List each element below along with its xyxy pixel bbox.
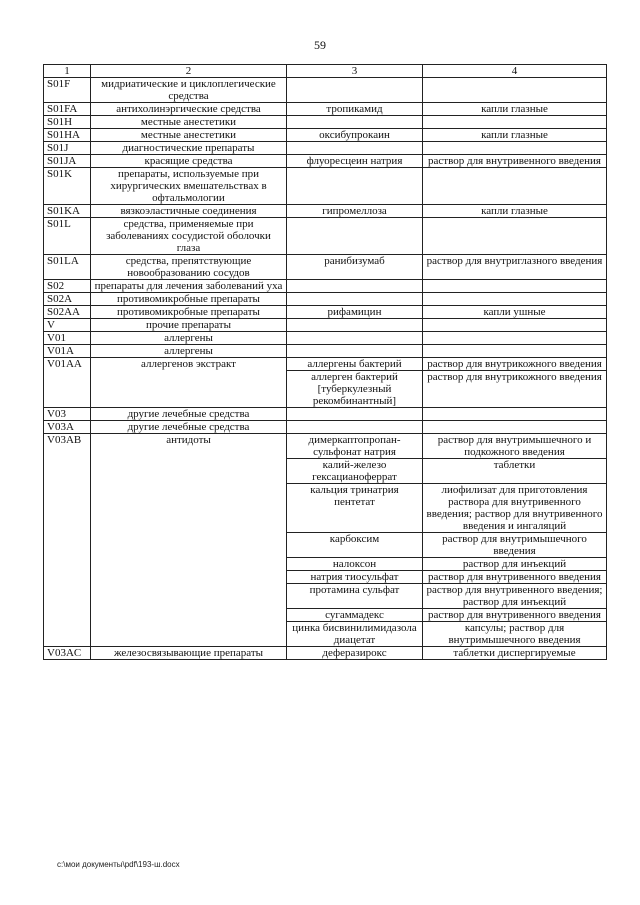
group-name-cell: другие лечебные средства [91,408,287,421]
atc-code-cell: S01K [44,168,91,205]
drug-name-cell: оксибупрокаин [287,129,423,142]
table-row [44,332,607,345]
atc-code-cell: S02 [44,280,91,293]
drug-name-cell: натрия тиосульфат [287,571,423,584]
atc-code-cell: S01J [44,142,91,155]
group-name-cell: аллергены [91,345,287,358]
atc-code-cell: V03 [44,408,91,421]
drug-name-cell [287,142,423,155]
drug-name-cell: гипромеллоза [287,205,423,218]
group-name-cell: диагностические препараты [91,142,287,155]
dosage-form-cell: раствор для внутримышечного введения [423,533,607,558]
atc-code-cell: S01HA [44,129,91,142]
table-row [44,142,607,155]
dosage-form-cell: раствор для внутрикожного введения [423,371,607,408]
table-row [44,155,607,168]
drug-name-cell: димеркаптопропан-сульфонат натрия [287,434,423,459]
group-name-cell: другие лечебные средства [91,421,287,434]
drug-name-cell [287,421,423,434]
drug-name-cell: карбоксим [287,533,423,558]
group-name-cell: антихолинэргические средства [91,103,287,116]
table-row [44,78,607,103]
atc-code-cell: V03AB [44,434,91,647]
drug-name-cell: калий-железо гексацианоферрат [287,459,423,484]
drug-name-cell: флуоресцеин натрия [287,155,423,168]
drug-name-cell: ранибизумаб [287,255,423,280]
atc-code-cell: S02AA [44,306,91,319]
table-row [44,218,607,255]
table-row [44,168,607,205]
dosage-form-cell: капли глазные [423,129,607,142]
atc-code-cell: S01JA [44,155,91,168]
drug-name-cell [287,408,423,421]
atc-code-cell: V01AA [44,358,91,408]
drug-name-cell [287,319,423,332]
drug-name-cell [287,218,423,255]
dosage-form-cell: таблетки [423,459,607,484]
group-name-cell: антидоты [91,434,287,647]
dosage-form-cell [423,345,607,358]
column-header: 1 [44,65,91,78]
table-row [44,434,607,459]
table-row [44,319,607,332]
group-name-cell: прочие препараты [91,319,287,332]
group-name-cell: противомикробные препараты [91,293,287,306]
drug-name-cell [287,280,423,293]
dosage-form-cell: раствор для внутримышечного и подкожного введения [423,434,607,459]
atc-code-cell: V01A [44,345,91,358]
dosage-form-cell: капли ушные [423,306,607,319]
drug-name-cell: сугаммадекс [287,609,423,622]
file-path-footer: c:\мои документы\pdf\193-ш.docx [57,860,180,869]
atc-code-cell: S02A [44,293,91,306]
drug-name-cell: аллерген бактерий [туберкулезный рекомбинантный] [287,371,423,408]
group-name-cell: противомикробные препараты [91,306,287,319]
dosage-form-cell [423,319,607,332]
drug-name-cell: рифамицин [287,306,423,319]
dosage-form-cell: раствор для внутривенного введения [423,571,607,584]
drug-name-cell: цинка бисвинилимидазола диацетат [287,622,423,647]
group-name-cell: железосвязывающие препараты [91,647,287,660]
atc-code-cell: S01LA [44,255,91,280]
table-row [44,103,607,116]
table-row [44,280,607,293]
table-row [44,293,607,306]
dosage-form-cell: раствор для инъекций [423,558,607,571]
dosage-form-cell [423,78,607,103]
column-header: 4 [423,65,607,78]
table-row [44,255,607,280]
group-name-cell: мидриатические и циклоплегические средства [91,78,287,103]
atc-code-cell: S01H [44,116,91,129]
dosage-form-cell: раствор для внутриглазного введения [423,255,607,280]
drug-name-cell: тропикамид [287,103,423,116]
dosage-form-cell [423,218,607,255]
drug-name-cell: деферазирокс [287,647,423,660]
dosage-form-cell [423,116,607,129]
dosage-form-cell: капсулы; раствор для внутримышечного введения [423,622,607,647]
dosage-form-cell: раствор для внутривенного введения; раствор для инъекций [423,584,607,609]
drug-name-cell: аллергены бактерий [287,358,423,371]
drug-name-cell [287,116,423,129]
dosage-form-cell: раствор для внутрикожного введения [423,358,607,371]
group-name-cell: местные анестетики [91,116,287,129]
dosage-form-cell: раствор для внутривенного введения [423,609,607,622]
atc-code-cell: S01F [44,78,91,103]
group-name-cell: средства, применяемые при заболеваниях сосудистой оболочки глаза [91,218,287,255]
dosage-form-cell [423,142,607,155]
dosage-form-cell: таблетки диспергируемые [423,647,607,660]
dosage-form-cell: капли глазные [423,205,607,218]
drug-name-cell: протамина сульфат [287,584,423,609]
dosage-form-cell [423,408,607,421]
group-name-cell: аллергены [91,332,287,345]
drug-name-cell: налоксон [287,558,423,571]
atc-code-cell: V01 [44,332,91,345]
atc-code-cell: V [44,319,91,332]
dosage-form-cell: капли глазные [423,103,607,116]
drug-classification-table [43,64,607,660]
drug-name-cell [287,332,423,345]
group-name-cell: вязкоэластичные соединения [91,205,287,218]
dosage-form-cell: раствор для внутривенного введения [423,155,607,168]
atc-code-cell: S01KA [44,205,91,218]
table-row [44,116,607,129]
table-row [44,306,607,319]
column-header: 2 [91,65,287,78]
table-row [44,358,607,371]
table-row [44,408,607,421]
atc-code-cell: V03A [44,421,91,434]
group-name-cell: местные анестетики [91,129,287,142]
drug-name-cell [287,293,423,306]
drug-name-cell [287,345,423,358]
page-number: 59 [314,38,326,52]
dosage-form-cell [423,332,607,345]
group-name-cell: препараты для лечения заболеваний уха [91,280,287,293]
drug-name-cell: кальция тринатрия пентетат [287,484,423,533]
drug-name-cell [287,168,423,205]
drug-name-cell [287,78,423,103]
column-header: 3 [287,65,423,78]
dosage-form-cell [423,421,607,434]
group-name-cell: аллергенов экстракт [91,358,287,408]
dosage-form-cell [423,293,607,306]
dosage-form-cell [423,168,607,205]
atc-code-cell: S01FA [44,103,91,116]
group-name-cell: красящие средства [91,155,287,168]
dosage-form-cell: лиофилизат для приготовления раствора для внутривенного введения; раствор для внутривенного введения и ингаляций [423,484,607,533]
table-header-row [44,65,607,78]
table-row [44,647,607,660]
group-name-cell: препараты, используемые при хирургических вмешательствах в офтальмологии [91,168,287,205]
atc-code-cell: V03AC [44,647,91,660]
table-row [44,129,607,142]
group-name-cell: средства, препятствующие новообразованию сосудов [91,255,287,280]
dosage-form-cell [423,280,607,293]
atc-code-cell: S01L [44,218,91,255]
table-row [44,205,607,218]
table-row [44,421,607,434]
table-row [44,345,607,358]
